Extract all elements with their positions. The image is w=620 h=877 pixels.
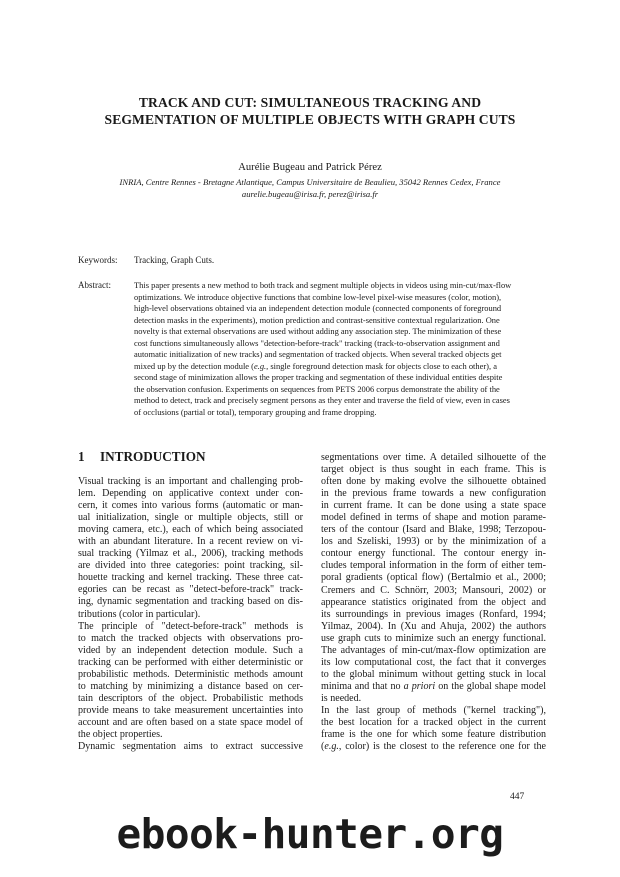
body-line: is needed. [321,692,362,704]
body-line: tain descriptors of the object. Probabilistic methods [78,692,303,704]
section-number: 1 [78,449,85,464]
body-line: to match the tracked objects with observations pro- [78,632,303,644]
body-line: ing, dynamic segmentation and tracking based on dis- [78,596,303,608]
body-line: provide means to take measurement uncertainties into [78,704,303,716]
section-title: INTRODUCTION [100,449,206,464]
body-line: tracking can be performed with either deterministic or [78,656,303,668]
affiliation-block [30,176,590,200]
abstract-line: the observation confusion. Experiments on sequences from PETS 2006 corpus demonstrate the ability of the [134,383,500,394]
body-line: minima and that no a priori on the global shape model [321,680,546,692]
abstract-line: detection masks in the experiments), motion prediction and contrast-sensitive contextual regularization. One [134,314,500,325]
emails: aurelie.bugeau@irisa.fr, perez@irisa.fr [241,189,379,199]
body-line: egories can be recast as "detect-before-track" track- [78,584,303,596]
abstract-line: high-level observations obtained via an independent detection module (connected components of foreground [134,303,502,314]
body-line: to the global minimum without getting stuck in local [321,668,546,680]
body-line: contour energy functional. The contour energy in- [321,548,546,560]
body-line: model defined in terms of shape and motion parame- [321,512,546,524]
title-line: SEGMENTATION OF MULTIPLE OBJECTS WITH GRAPH CUTS [104,112,516,127]
body-line: account and are often based on a state space model of [78,716,303,728]
body-line: los and Szeliski, 1993) or by the minimization of a [321,536,546,548]
authors: Aurélie Bugeau and Patrick Pérez [238,162,382,173]
body-line: the object properties. [78,728,163,740]
body-line: The principle of "detect-before-track" methods is [78,620,303,632]
body-line: houette tracking and kernel tracking. These three cat- [78,572,303,584]
body-line: probabilistic methods. Deterministic methods amount [78,668,303,680]
left-column [78,476,303,753]
body-line: its surroundings in previous images (Ronfard, 1994; [321,608,546,620]
paper-title [60,94,560,128]
abstract-line: novelty is that external observations are used without adding any association step. The minimization of these [134,326,502,337]
body-line: The advantages of min-cut/max-flow optimization are [321,644,546,656]
body-line: vided by an independent detection module. Such a [78,644,303,656]
title-line: TRACK AND CUT: SIMULTANEOUS TRACKING AND [138,95,482,110]
body-line: In the last group of methods ("kernel tracking"), [321,704,546,716]
abstract-line: second stage of minimization allows the proper tracking and segmentation of these individual entities despite [134,372,503,383]
body-line: appearance statistics originated from the object and [321,596,546,608]
page-number: 447 [510,792,525,802]
body-line: segmentations over time. A detailed silhouette of the [321,452,546,463]
body-line: are divided into three categories: point tracking, sil- [78,560,303,572]
body-line: target object is thus sought in each frame. This is [321,464,546,476]
section-heading [78,449,206,465]
body-line: Dynamic segmentation aims to extract successive [78,741,303,753]
body-line: Yilmaz, 2004). In (Xu and Ahuja, 2002) the authors [321,620,546,632]
body-line: moving camera, etc.), each of which being associated [78,524,303,536]
body-line: cern, it comes into various forms (automatic or man- [78,500,303,512]
abstract-line: This paper presents a new method to both track and segment multiple objects in videos using min-cut/max-flow [134,280,512,290]
body-line: ual initialization, single or multiple objects, still or [78,512,303,524]
body-line: cludes temporal information in the form of either tem- [321,560,546,572]
body-line: in the previous frame towards a new configuration [321,488,546,500]
abstract-label: Abstract: [78,280,111,290]
abstract-line: optimizations. We introduce objective functions that combine low-level pixel-wise measures (color, motion), [134,291,502,302]
body-line: sual tracking (Yilmaz et al., 2006), tracking methods [78,548,303,560]
watermark: ebook-hunter.org [116,810,504,858]
keywords: Tracking, Graph Cuts. [134,255,215,265]
body-line: poral gradients (optical flow) (Bertalmio et al., 2000; [321,572,546,584]
body-line: the best location for a tracked object in the current [321,717,546,729]
right-column [321,452,546,753]
abstract-line: mixed up by the detection module (e.g., single foreground detection mask for objects close to each other), a [134,360,497,371]
abstract [134,280,544,419]
body-line: in current frame. It can be done using a state space [321,500,546,512]
body-line: use graph cuts to minimize such an energy functional. [321,632,546,644]
body-line: Cremers and C. Schnörr, 2003; Mansouri, 2002) or [321,584,546,596]
keywords-label: Keywords: [78,255,118,265]
body-line: often done by making evolve the silhouette obtained [321,476,546,488]
body-line: with an abundant literature. In a recent review on vi- [78,536,303,548]
body-line: its low computational cost, the fact that it converges [321,656,546,668]
body-line: lem. Depending on applicative context under con- [78,488,303,500]
body-line: frame is the one for which some feature distribution [321,729,546,741]
body-line: tributions (color in particular). [78,608,201,620]
body-line: Visual tracking is an important and challenging prob- [78,476,303,487]
body-line: to matching by minimizing a distance based on cer- [78,680,303,692]
abstract-line: method to detect, track and precisely segment persons as they enter and traverse the field of view, even in cases [134,395,510,406]
abstract-line: of occlusions (partial or total), temporary grouping and frame dropping. [134,407,377,418]
abstract-line: automatic initialization of new tracks) and segmentation of tracked objects. When several tracked objects get [134,349,502,360]
body-line: ters of the contour (Isard and Blake, 1998; Terzopou- [321,524,546,536]
body-line: (e.g., color) is the closest to the reference one for the [321,741,546,753]
abstract-line: cost functions simultaneously allows "detection-before-track" tracking (track-to-observation assignment and [134,337,500,348]
affiliation: INRIA, Centre Rennes - Bretagne Atlantique, Campus Universitaire de Beaulieu, 35042 Rennes Cedex, France [119,177,501,187]
